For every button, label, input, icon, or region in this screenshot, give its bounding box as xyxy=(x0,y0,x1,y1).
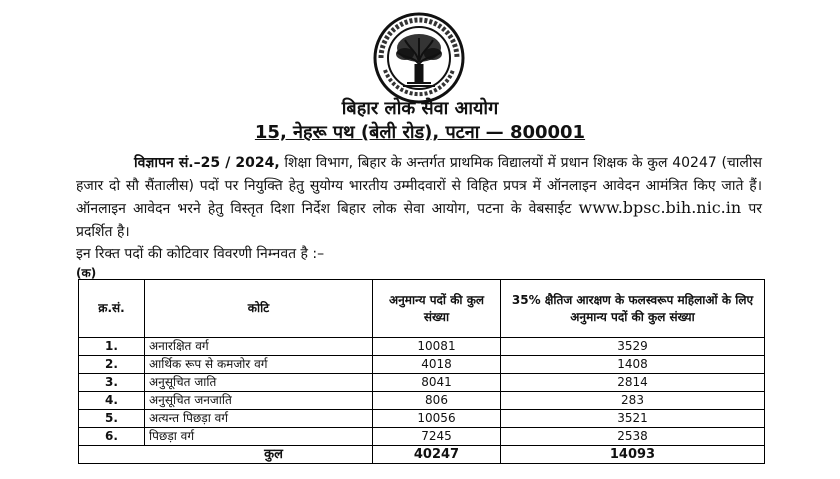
row-serial-number: 5. xyxy=(79,410,145,428)
table-row xyxy=(79,374,765,392)
row-serial-number: 2. xyxy=(79,356,145,374)
header-total-posts: अनुमान्य पदों की कुल संख्या xyxy=(373,280,501,338)
row-women-posts: 2814 xyxy=(501,374,765,392)
row-serial-number: 1. xyxy=(79,338,145,356)
table-header-row xyxy=(79,280,765,338)
row-women-posts: 283 xyxy=(501,392,765,410)
advertisement-number: विज्ञापन सं.–25 / 2024, xyxy=(134,155,280,171)
row-total-posts: 7245 xyxy=(373,428,501,446)
notice-text-part1: शिक्षा विभाग, बिहार के अन्तर्गत प्राथमिक विद्यालयों में प्रधान शिक्षक के कुल 40247 (चालीस हजार दो सौ सैंतालीस) पदों पर नियुक्ति हेतु सुयोग्य भारतीय उम्मीदवारों से विहित प्रपत्र में ऑनलाइन आवेदन आमंत्रित किए जाते हैं। ऑनलाइन आवेदन भरने हेतु विस्तृत दिशा निर्देश बिहार लोक सेवा आयोग, पटना के वेबसाईट xyxy=(76,155,762,217)
row-women-posts: 1408 xyxy=(501,356,765,374)
table-row xyxy=(79,338,765,356)
table-row xyxy=(79,428,765,446)
organization-name: बिहार लोक सेवा आयोग xyxy=(341,98,499,119)
row-total-posts: 4018 xyxy=(373,356,501,374)
header-category: कोटि xyxy=(145,280,373,338)
header-serial-number: क्र.सं. xyxy=(79,280,145,338)
total-label: कुल xyxy=(79,446,373,464)
row-women-posts: 3529 xyxy=(501,338,765,356)
row-total-posts: 8041 xyxy=(373,374,501,392)
table-row xyxy=(79,410,765,428)
row-category: अनारक्षित वर्ग xyxy=(145,338,373,356)
row-category: अत्यन्त पिछड़ा वर्ग xyxy=(145,410,373,428)
row-serial-number: 4. xyxy=(79,392,145,410)
row-total-posts: 10056 xyxy=(373,410,501,428)
row-total-posts: 806 xyxy=(373,392,501,410)
row-serial-number: 3. xyxy=(79,374,145,392)
total-posts: 40247 xyxy=(373,446,501,464)
commission-seal-logo xyxy=(373,12,465,104)
table-total-row xyxy=(79,446,765,464)
organization-address: 15, नेहरू पथ (बेली रोड), पटना — 800001 xyxy=(254,122,586,143)
notice-paragraph xyxy=(76,152,762,243)
vacancy-table xyxy=(78,279,765,464)
section-tag: (क) xyxy=(76,266,97,280)
table-row xyxy=(79,392,765,410)
row-total-posts: 10081 xyxy=(373,338,501,356)
table-subheading: इन रिक्त पदों की कोटिवार विवरणी निम्नवत है :– xyxy=(76,246,325,262)
first-line-indent xyxy=(76,155,134,171)
header-women-posts: 35% क्षैतिज आरक्षण के फलस्वरूप महिलाओं के लिए अनुमान्य पदों की कुल संख्या xyxy=(501,280,765,338)
table-row xyxy=(79,356,765,374)
row-women-posts: 2538 xyxy=(501,428,765,446)
row-category: पिछड़ा वर्ग xyxy=(145,428,373,446)
website-link[interactable]: www.bpsc.bih.nic.in xyxy=(578,198,742,217)
row-category: आर्थिक रूप से कमजोर वर्ग xyxy=(145,356,373,374)
total-women-posts: 14093 xyxy=(501,446,765,464)
notice-text-part2: पर प्रदर्शित है। xyxy=(76,201,763,240)
row-category: अनुसूचित जाति xyxy=(145,374,373,392)
row-women-posts: 3521 xyxy=(501,410,765,428)
row-category: अनुसूचित जनजाति xyxy=(145,392,373,410)
row-serial-number: 6. xyxy=(79,428,145,446)
